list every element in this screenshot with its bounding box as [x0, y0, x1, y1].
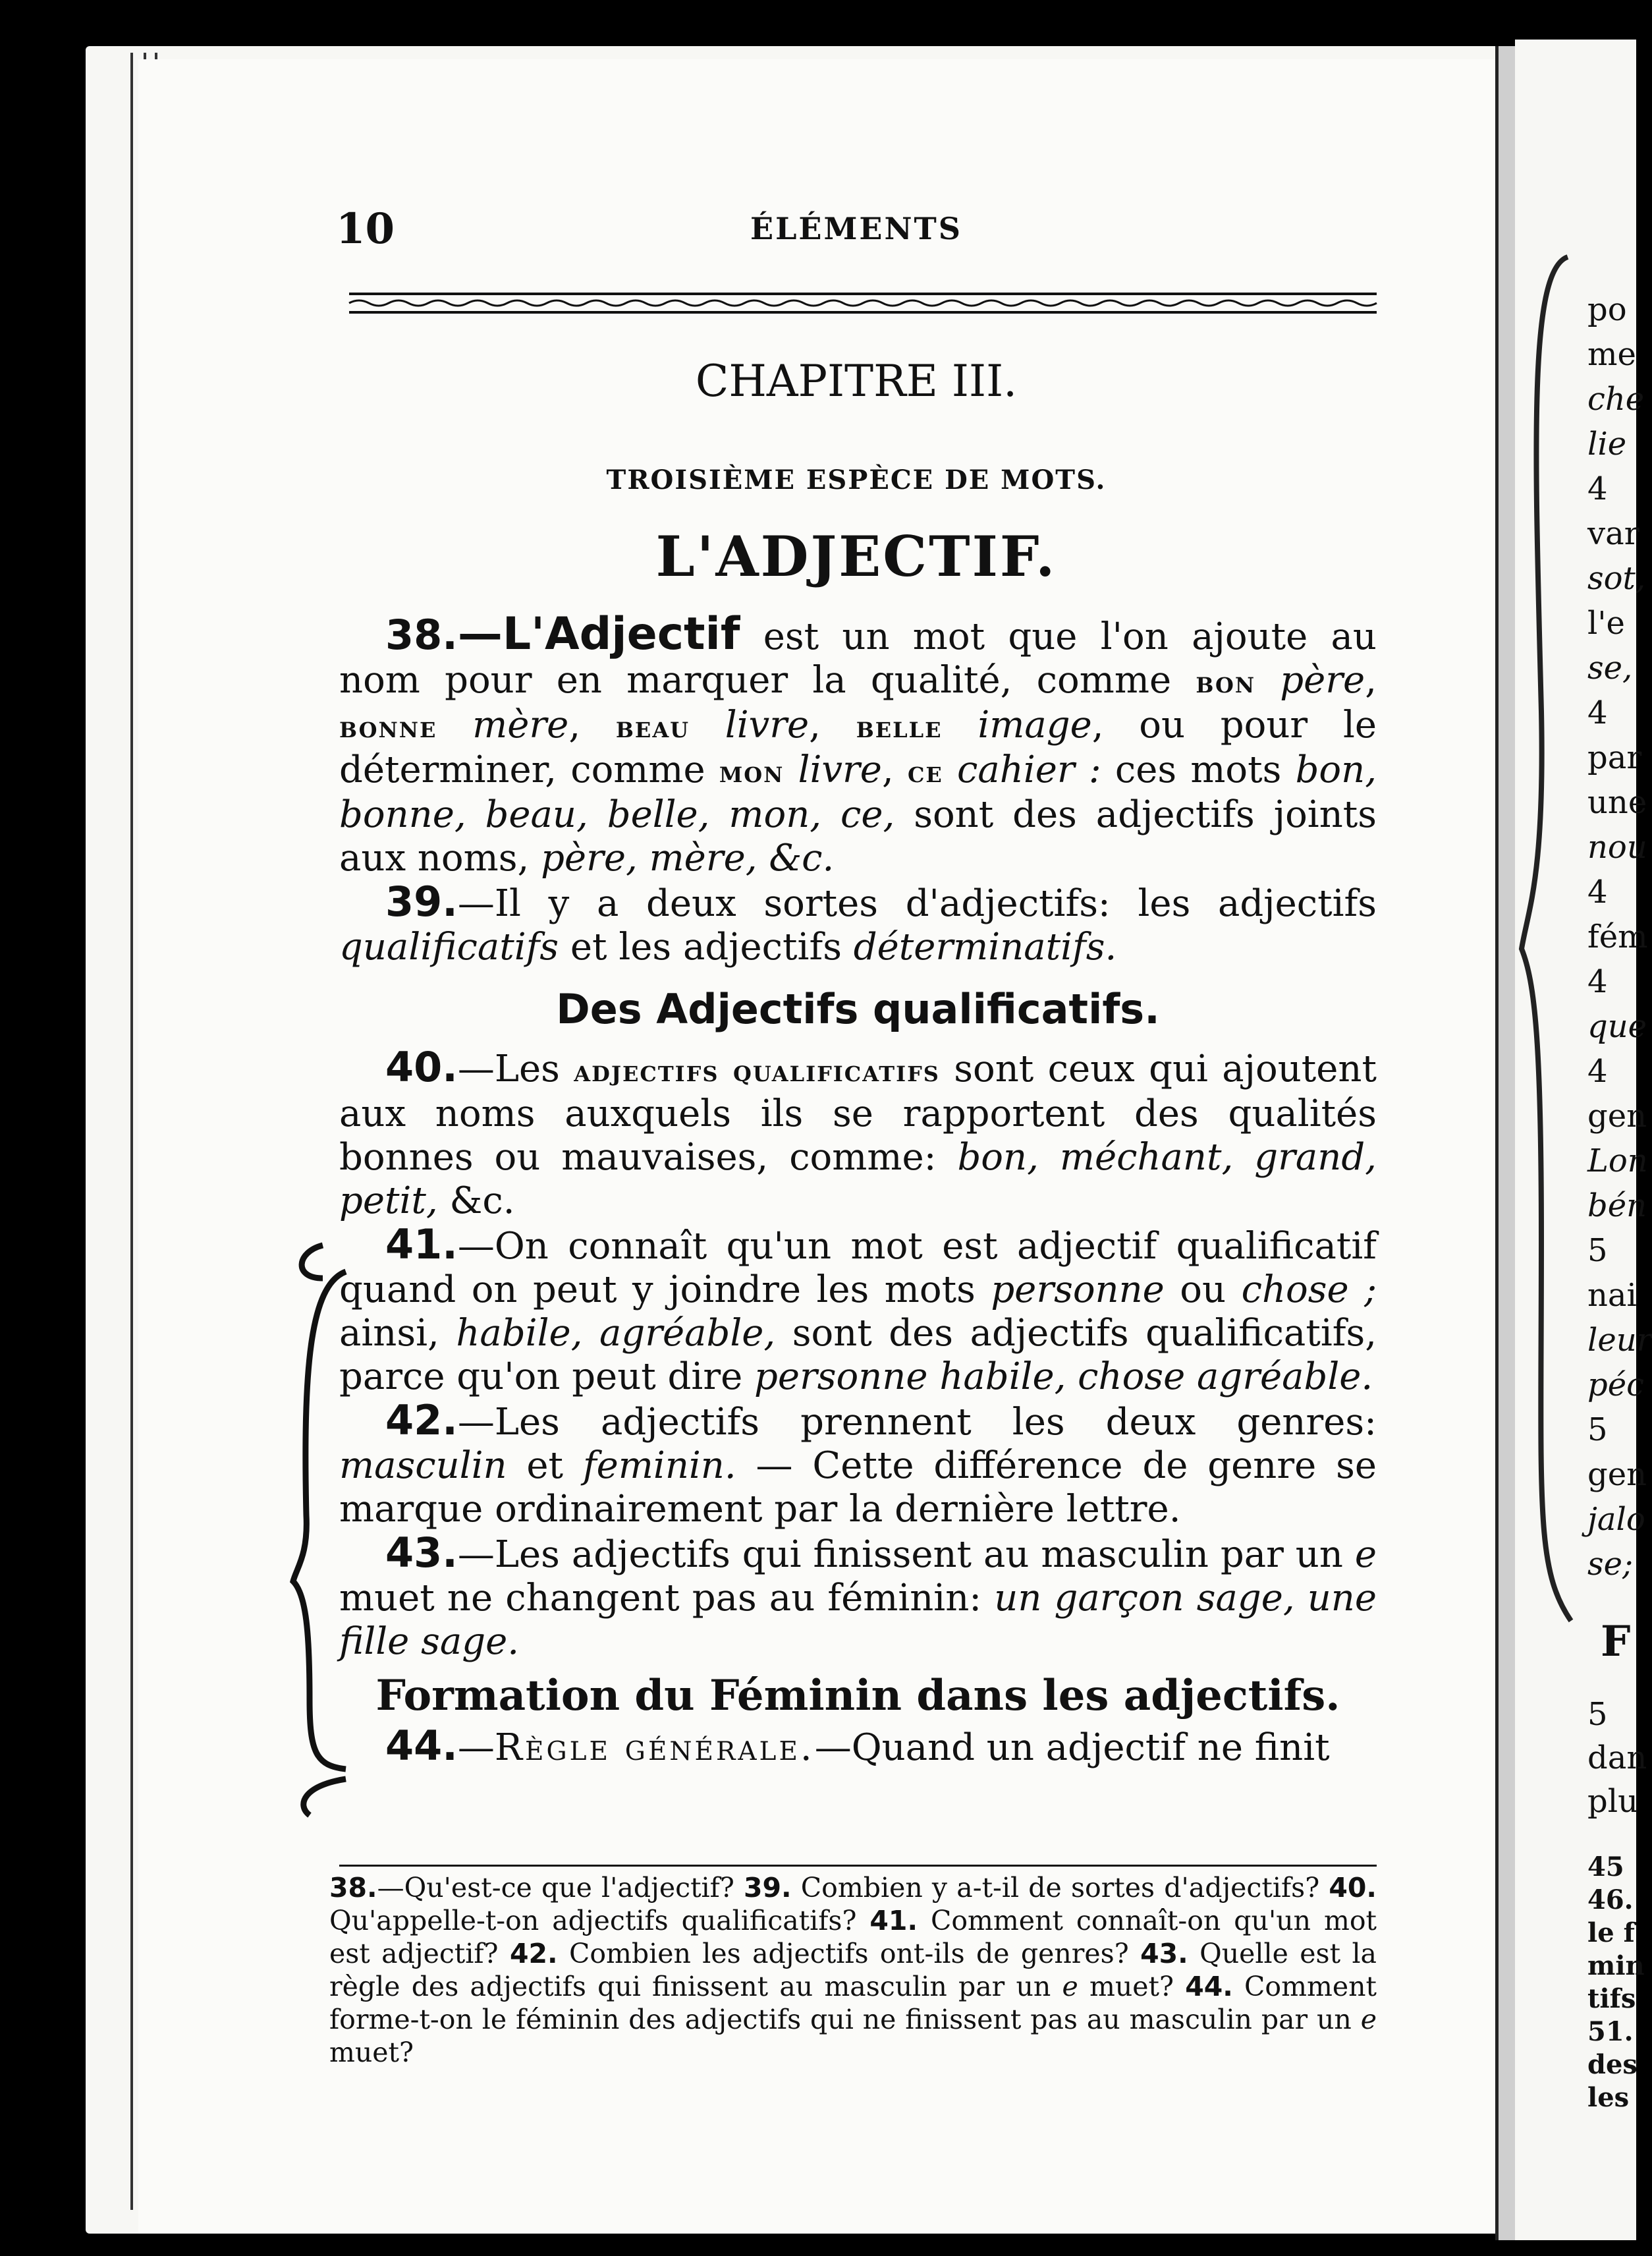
example-noun: père	[1255, 659, 1365, 702]
question-number: 39.	[743, 1872, 792, 1904]
term: qualificatifs	[339, 926, 559, 969]
text: sont des adjectifs joints aux noms,	[339, 793, 1377, 880]
right-page-line: péc	[1587, 1367, 1645, 1403]
question-number: 40.	[1329, 1872, 1377, 1904]
right-page-line: 4	[1587, 874, 1608, 911]
right-page-line: l'e	[1587, 605, 1625, 642]
right-page-line: me	[1587, 336, 1636, 373]
paragraph-42	[339, 1396, 1377, 1531]
example-word: ce	[907, 754, 943, 789]
term: Règle générale.	[494, 1726, 815, 1769]
text: — Cette différence de genre se marque ordinairement par la dernière lettre.	[339, 1444, 1377, 1531]
right-page-line: se,	[1587, 650, 1633, 687]
pencil-bracket-icon	[283, 1239, 356, 1819]
question-text: Quelle est la règle des adjectifs qui finissent au masculin par un	[329, 1938, 1377, 2002]
example-word: mon	[719, 754, 785, 789]
example-word: bon	[1196, 664, 1256, 700]
question-text: muet?	[1078, 1971, 1186, 2002]
example-list: habile, agréable,	[456, 1312, 776, 1355]
paragraph-number: 41.	[385, 1220, 458, 1268]
example-noun: cahier :	[943, 748, 1101, 791]
right-page-line: fém	[1587, 918, 1648, 955]
question-text: Combien les adjectifs ont-ils de genres?	[557, 1938, 1141, 1969]
paragraph-number: 43.	[385, 1529, 458, 1577]
term: e	[1354, 1533, 1377, 1576]
text: et les adjectifs	[559, 926, 854, 969]
right-page-line: bén	[1587, 1187, 1647, 1224]
text: ces mots	[1101, 748, 1296, 791]
text: —	[457, 1726, 495, 1769]
text: —Quand un adjectif ne finit	[814, 1726, 1330, 1769]
term: feminin.	[582, 1444, 736, 1487]
right-page-line: se;	[1587, 1546, 1634, 1583]
decorative-rule	[349, 290, 1377, 316]
chapter-heading: L'ADJECTIF.	[655, 524, 1057, 589]
right-page-fragment	[1515, 40, 1652, 2240]
right-page-line: che	[1587, 381, 1645, 418]
question-text: Comment forme-t-on le féminin des adjectifs qui ne finissent pas au masculin par un	[329, 1971, 1377, 2035]
right-page-line: nou	[1587, 829, 1647, 866]
example-list: bon, méchant, grand, petit,	[339, 1136, 1377, 1222]
right-page-line: 5	[1587, 1411, 1608, 1448]
chapter-subtitle: TROISIÈME ESPÈCE DE MOTS.	[606, 465, 1107, 495]
paragraph-44	[339, 1724, 1377, 1770]
example-list: un garçon sage, une fille sage.	[339, 1577, 1377, 1663]
paragraph-number: 40.	[385, 1043, 458, 1091]
section-heading: Des Adjectifs qualificatifs.	[556, 985, 1160, 1033]
term: masculin	[339, 1444, 507, 1487]
page-number: 10	[336, 204, 395, 254]
right-page-line: sot,	[1587, 560, 1646, 597]
example-noun: image	[942, 704, 1092, 747]
example-word: beau	[615, 709, 690, 745]
right-page-line: plu	[1587, 1783, 1638, 1820]
example-word: belle	[856, 709, 943, 745]
text: —Les adjectifs qui finissent au masculin par un	[457, 1533, 1355, 1576]
example-noun: livre	[784, 748, 882, 791]
body-text	[339, 608, 1377, 1770]
running-title: ÉLÉMENTS	[750, 211, 962, 246]
text: et	[507, 1444, 583, 1487]
question-number: 44.	[1185, 1971, 1233, 2002]
right-page-line: var	[1587, 515, 1639, 552]
example-list: bon, bonne, beau, belle, mon, ce,	[339, 748, 1377, 836]
text: ,	[881, 748, 908, 791]
right-page-line: gen	[1587, 1098, 1647, 1135]
term: chose ;	[1241, 1268, 1377, 1311]
right-page-question-line: le f	[1587, 1917, 1635, 1948]
right-page-line: 4	[1587, 963, 1608, 1000]
right-page-question-line: les	[1587, 2082, 1630, 2113]
right-page-line: leur	[1587, 1322, 1652, 1359]
right-page-question-line: min	[1587, 1950, 1645, 1981]
example-noun: mère	[437, 704, 569, 747]
paragraph-39	[339, 880, 1377, 969]
question-text: —Qu'est-ce que l'adjectif?	[377, 1872, 744, 1904]
paragraph-43	[339, 1531, 1377, 1664]
text: ou	[1164, 1268, 1242, 1311]
right-page-question-line: des	[1587, 2049, 1638, 2080]
right-page-line: 4	[1587, 694, 1608, 731]
term-lead: —L'Adjectif	[457, 608, 740, 660]
text: &c.	[437, 1179, 515, 1222]
question-text: Comment connaît-on qu'un mot est adjectif?	[329, 1905, 1377, 1969]
question-text: Combien y a-t-il de sortes d'adjectifs?	[791, 1872, 1329, 1904]
term: personne	[991, 1268, 1165, 1311]
text: muet ne changent pas au féminin:	[339, 1577, 995, 1620]
text: —On connaît qu'un mot est adjectif qualificatif quand on peut y joindre les mots	[339, 1225, 1377, 1311]
right-page-question-line: tifs	[1587, 1983, 1636, 2014]
question-number: 42.	[509, 1938, 558, 1969]
review-questions	[329, 1871, 1377, 2069]
example-list: père, mère, &c.	[541, 837, 835, 880]
text: ,	[1365, 659, 1377, 702]
right-page-line: jalo	[1587, 1501, 1645, 1538]
term: adjectifs qualificatifs	[574, 1053, 940, 1088]
text: ,	[568, 704, 616, 747]
footnote-rule	[339, 1865, 1377, 1867]
text: ainsi,	[339, 1312, 456, 1355]
right-page-line: une	[1587, 784, 1647, 821]
page-header	[336, 198, 1377, 257]
right-page-heading: F	[1601, 1617, 1631, 1666]
right-page-line: par	[1587, 739, 1642, 776]
right-page-line: dan	[1587, 1739, 1647, 1776]
right-page-line: 4	[1587, 470, 1608, 507]
question-text: muet?	[329, 2037, 414, 2068]
example-word: bonne	[339, 709, 437, 745]
paragraph-41	[339, 1220, 1377, 1399]
right-page-line: nai	[1587, 1277, 1637, 1314]
text: ,	[809, 704, 856, 747]
right-page-line: 4	[1587, 1053, 1608, 1090]
question-text: Qu'appelle-t-on adjectifs qualificatifs?	[329, 1905, 870, 1936]
term: déterminatifs.	[853, 926, 1117, 969]
paragraph-number: 42.	[385, 1396, 458, 1444]
text: —Il y a deux sortes d'adjectifs: les adjectifs	[457, 882, 1377, 925]
section-heading: Formation du Féminin dans les adjectifs.	[375, 1671, 1340, 1720]
right-page-line: Lon	[1587, 1142, 1648, 1179]
question-term: e	[1360, 2004, 1377, 2035]
text: est un mot que l'on ajoute au nom pour en marquer la qualité, comme	[339, 615, 1377, 702]
text: sont ceux qui ajoutent aux noms auxquels ils se rapportent des qualités bonnes ou mauvaises, comme:	[339, 1048, 1377, 1179]
right-page-question-line: 46.	[1587, 1884, 1634, 1915]
right-page-question-line: 45	[1587, 1851, 1624, 1882]
paragraph-number: 44.	[385, 1722, 458, 1770]
paragraph-40	[339, 1043, 1377, 1223]
text: —Les adjectifs prennent les deux genres:	[457, 1401, 1377, 1444]
paragraph-38	[339, 608, 1377, 880]
example-list: personne habile, chose agréable.	[754, 1355, 1373, 1398]
question-number: 41.	[869, 1905, 918, 1936]
right-page-line: 5	[1587, 1232, 1608, 1269]
example-noun: livre	[690, 704, 810, 747]
page-edge	[130, 53, 133, 2210]
right-page-line: 5	[1587, 1696, 1608, 1733]
question-term: e	[1062, 1971, 1078, 2002]
paragraph-number: 39.	[385, 878, 458, 926]
right-page-line: gen	[1587, 1456, 1647, 1493]
pencil-brace-icon	[1515, 250, 1574, 1634]
question-number: 38.	[329, 1872, 377, 1904]
question-number: 43.	[1140, 1938, 1188, 1969]
text: sont des adjectifs qualificatifs, parce qu'on peut dire	[339, 1312, 1377, 1398]
right-page-question-line: 51.	[1587, 2016, 1634, 2047]
right-page-line: lie	[1587, 426, 1627, 463]
text: , ou pour le déterminer, comme	[339, 704, 1377, 791]
paragraph-number: 38.	[385, 611, 458, 659]
chapter-title: CHAPITRE III.	[695, 356, 1018, 407]
right-page-line: po	[1587, 291, 1627, 328]
text: —Les	[457, 1048, 574, 1090]
right-page-line: que	[1587, 1008, 1647, 1045]
